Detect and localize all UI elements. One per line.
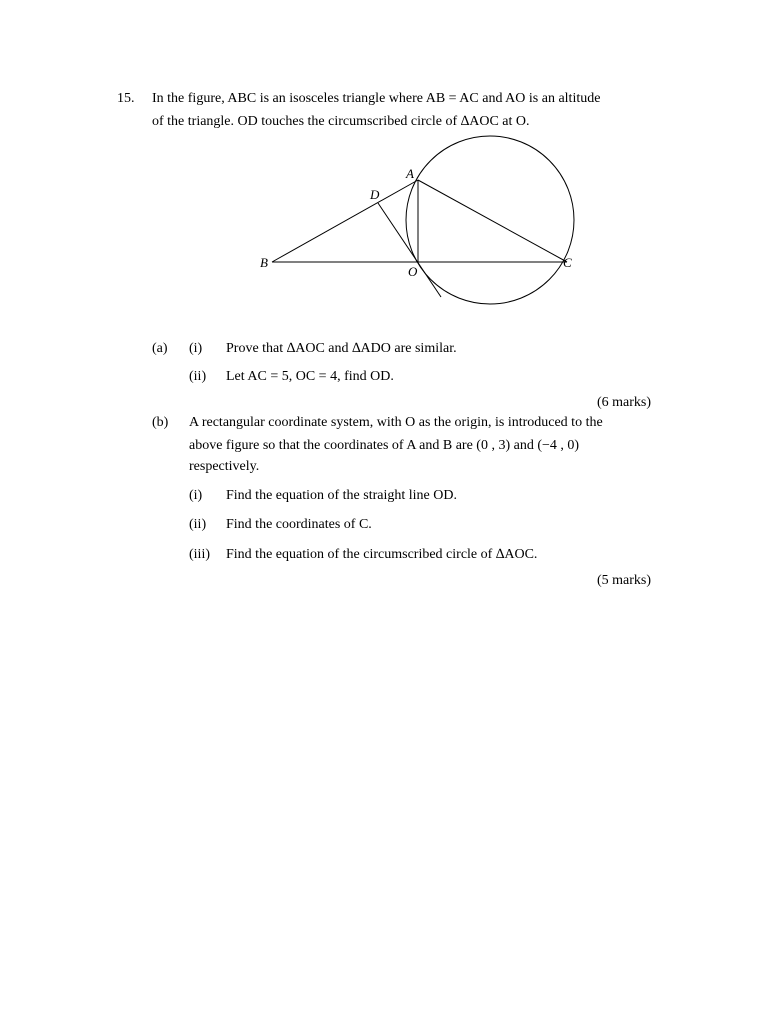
part-b-intro-line-1: A rectangular coordinate system, with O as the origin, is introduced to the bbox=[189, 415, 603, 430]
label-D: D bbox=[370, 187, 380, 202]
question-number: 15. bbox=[117, 91, 135, 106]
part-b-iii-text: Find the equation of the circumscribed circle of ∆AOC. bbox=[226, 547, 538, 562]
part-b-intro-line-2: above figure so that the coordinates of A and B are (0 , 3) and (−4 , 0) bbox=[189, 438, 580, 453]
part-a-label: (a) bbox=[152, 341, 168, 356]
part-b-i-text: Find the equation of the straight line OD. bbox=[226, 488, 457, 503]
line-AB bbox=[272, 180, 418, 262]
question-intro-line-1: In the figure, ABC is an isosceles triangle where AB = AC and AO is an altitude bbox=[152, 91, 601, 106]
part-b-i-label: (i) bbox=[189, 488, 203, 503]
part-b-ii-text: Find the coordinates of C. bbox=[226, 517, 372, 532]
question-intro-line-2: of the triangle. OD touches the circumscribed circle of ∆AOC at O. bbox=[152, 114, 530, 129]
part-b-iii-label: (iii) bbox=[189, 547, 210, 562]
part-a-i-text: Prove that ∆AOC and ∆ADO are similar. bbox=[226, 341, 457, 356]
label-O: O bbox=[408, 264, 418, 279]
label-C: C bbox=[563, 255, 572, 270]
part-a-marks: (6 marks) bbox=[596, 395, 651, 410]
part-a-ii-text: Let AC = 5, OC = 4, find OD. bbox=[226, 369, 394, 384]
part-a-ii-label: (ii) bbox=[189, 369, 207, 384]
label-B: B bbox=[260, 255, 268, 270]
part-b-marks: (5 marks) bbox=[596, 573, 651, 588]
tangent-OD bbox=[378, 203, 441, 297]
part-b-ii-label: (ii) bbox=[189, 517, 207, 532]
part-b-label: (b) bbox=[152, 415, 169, 430]
part-b-intro-line-3: respectively. bbox=[189, 459, 260, 474]
line-AC bbox=[418, 180, 567, 262]
part-a-i-label: (i) bbox=[189, 341, 203, 356]
label-A: A bbox=[406, 166, 414, 181]
